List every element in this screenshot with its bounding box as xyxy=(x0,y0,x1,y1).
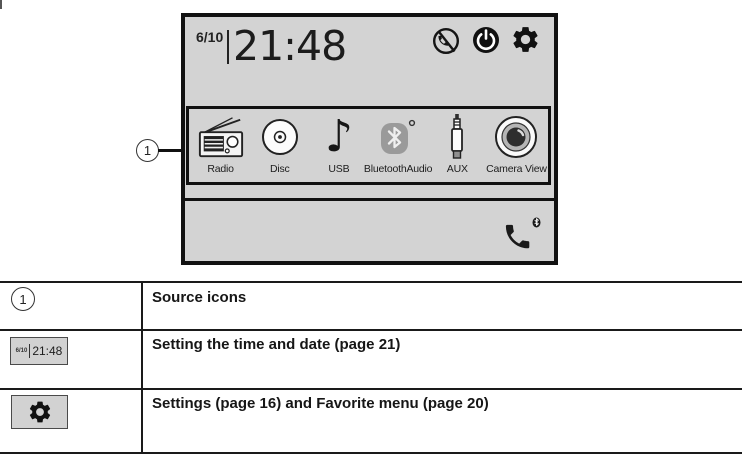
source-label: BluetoothAudio xyxy=(363,163,433,175)
screen-divider xyxy=(185,198,554,201)
time-display: 21:48 xyxy=(233,22,347,70)
thumb-separator xyxy=(29,344,30,358)
aux-plug-icon xyxy=(448,112,466,162)
date-display: 6/10 xyxy=(196,29,224,45)
source-icons-panel xyxy=(186,106,551,185)
handsfree-off-icon xyxy=(431,26,461,56)
table-border-bottom xyxy=(0,452,742,454)
camera-lens-icon xyxy=(494,112,538,162)
power-icon xyxy=(471,25,501,55)
source-label: AUX xyxy=(446,163,468,175)
thumb-date: 6/10 xyxy=(15,348,28,354)
source-camera-view xyxy=(487,112,546,182)
source-disc xyxy=(250,112,309,182)
table-column-divider-stub xyxy=(0,0,2,9)
head-unit-screen xyxy=(181,13,558,265)
thumb-time: 21:48 xyxy=(32,344,63,358)
table-callout-1: 1 xyxy=(11,287,35,311)
music-note-icon: ♪ xyxy=(324,111,353,162)
gear-thumbnail xyxy=(11,395,68,429)
table-row-divider xyxy=(0,329,742,331)
settings-gear-icon xyxy=(27,399,53,425)
source-label: Camera View xyxy=(486,163,547,175)
source-label: USB xyxy=(328,163,350,175)
source-aux xyxy=(428,112,487,182)
radio-icon xyxy=(197,112,245,162)
source-label: Radio xyxy=(207,163,234,175)
source-bluetooth-audio xyxy=(363,112,433,182)
table-description-source-icons: Source icons xyxy=(152,289,247,306)
table-row-divider xyxy=(0,388,742,390)
phone-bluetooth-icon xyxy=(500,213,544,253)
source-label: Disc xyxy=(269,163,290,175)
callout-1-marker: 1 xyxy=(136,139,159,162)
settings-gear-icon xyxy=(510,24,541,55)
callout-leader-line xyxy=(158,149,184,152)
source-radio xyxy=(191,112,250,182)
table-border-top xyxy=(0,281,742,283)
clock-separator xyxy=(227,30,229,64)
table-description-time-date: Setting the time and date (page 21) xyxy=(152,336,401,353)
disc-icon xyxy=(260,112,300,162)
bluetooth-icon xyxy=(380,112,416,162)
table-description-settings: Settings (page 16) and Favorite menu (page 20) xyxy=(152,395,489,412)
clock-thumbnail xyxy=(10,337,68,365)
source-usb xyxy=(309,112,368,182)
table-column-divider xyxy=(141,281,143,454)
